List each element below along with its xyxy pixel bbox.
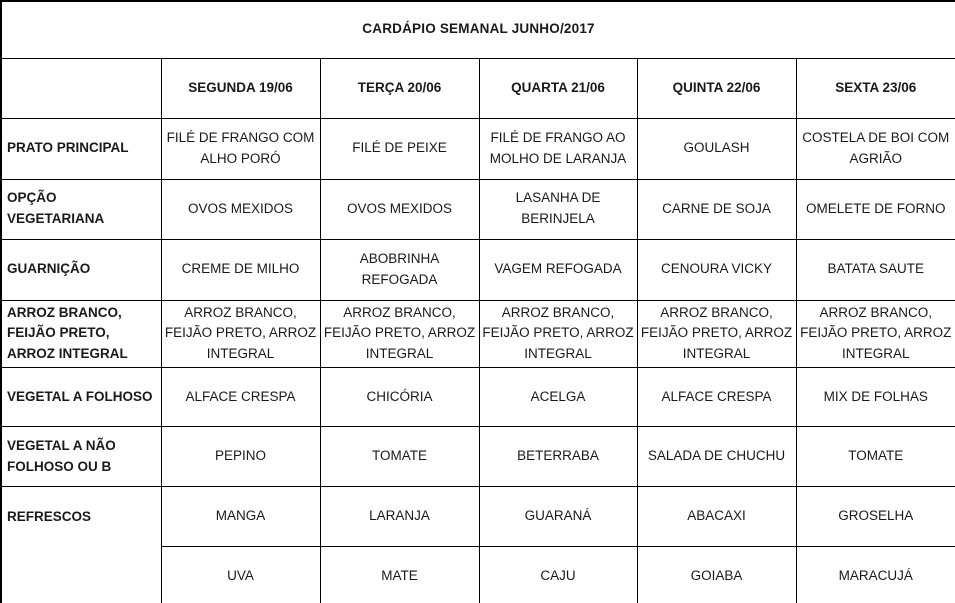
menu-cell: ALFACE CRESPA (161, 368, 320, 427)
menu-cell: ARROZ BRANCO, FEIJÃO PRETO, ARROZ INTEGRAL (320, 300, 479, 368)
row-label: OPÇÃO VEGETARIANA (1, 179, 161, 239)
menu-cell: VAGEM REFOGADA (479, 239, 637, 300)
day-header-terca: TERÇA 20/06 (320, 58, 479, 118)
menu-cell: LASANHA DE BERINJELA (479, 179, 637, 239)
row-label: PRATO PRINCIPAL (1, 118, 161, 179)
menu-cell: PEPINO (161, 427, 320, 487)
menu-cell: ARROZ BRANCO, FEIJÃO PRETO, ARROZ INTEGRAL (479, 300, 637, 368)
menu-cell: BETERRABA (479, 427, 637, 487)
table-title: CARDÁPIO SEMANAL JUNHO/2017 (1, 1, 955, 58)
menu-cell: FILÉ DE PEIXE (320, 118, 479, 179)
menu-cell: CREME DE MILHO (161, 239, 320, 300)
menu-cell: COSTELA DE BOI COM AGRIÃO (796, 118, 955, 179)
menu-cell: OMELETE DE FORNO (796, 179, 955, 239)
menu-cell: GOULASH (637, 118, 796, 179)
day-header-quarta: QUARTA 21/06 (479, 58, 637, 118)
row-prato-principal (1, 118, 955, 179)
menu-cell: SALADA DE CHUCHU (637, 427, 796, 487)
row-arroz-feijao (1, 300, 955, 368)
row-vegetal-nao-folhoso (1, 427, 955, 487)
menu-cell: ALFACE CRESPA (637, 368, 796, 427)
menu-cell: TOMATE (796, 427, 955, 487)
menu-cell: LARANJA (320, 487, 479, 547)
row-guarnicao (1, 239, 955, 300)
corner-empty-cell (1, 58, 161, 118)
menu-cell: ARROZ BRANCO, FEIJÃO PRETO, ARROZ INTEGRAL (796, 300, 955, 368)
menu-cell: CHICÓRIA (320, 368, 479, 427)
menu-cell: CENOURA VICKY (637, 239, 796, 300)
menu-cell: MANGA (161, 487, 320, 547)
menu-cell: ACELGA (479, 368, 637, 427)
row-label: GUARNIÇÃO (1, 239, 161, 300)
day-header-sexta: SEXTA 23/06 (796, 58, 955, 118)
menu-cell: ARROZ BRANCO, FEIJÃO PRETO, ARROZ INTEGRAL (637, 300, 796, 368)
menu-cell: ABACAXI (637, 487, 796, 547)
menu-cell: OVOS MEXIDOS (161, 179, 320, 239)
title-row (1, 1, 955, 58)
menu-cell: ARROZ BRANCO, FEIJÃO PRETO, ARROZ INTEGRAL (161, 300, 320, 368)
row-label: ARROZ BRANCO, FEIJÃO PRETO, ARROZ INTEGRAL (1, 300, 161, 368)
menu-cell: GROSELHA (796, 487, 955, 547)
row-label: VEGETAL A NÃO FOLHOSO OU B (1, 427, 161, 487)
row-label: REFRESCOS (1, 487, 161, 603)
row-label: VEGETAL A FOLHOSO (1, 368, 161, 427)
menu-cell: UVA (161, 547, 320, 603)
menu-cell: TOMATE (320, 427, 479, 487)
menu-cell: ABOBRINHA REFOGADA (320, 239, 479, 300)
menu-cell: OVOS MEXIDOS (320, 179, 479, 239)
header-row (1, 58, 955, 118)
row-opcao-vegetariana (1, 179, 955, 239)
menu-cell: MIX DE FOLHAS (796, 368, 955, 427)
menu-cell: MARACUJÁ (796, 547, 955, 603)
menu-cell: BATATA SAUTE (796, 239, 955, 300)
menu-cell: GOIABA (637, 547, 796, 603)
day-header-segunda: SEGUNDA 19/06 (161, 58, 320, 118)
day-header-quinta: QUINTA 22/06 (637, 58, 796, 118)
menu-cell: GUARANÁ (479, 487, 637, 547)
row-vegetal-folhoso (1, 368, 955, 427)
menu-cell: MATE (320, 547, 479, 603)
row-refrescos-1 (1, 487, 955, 547)
menu-cell: FILÉ DE FRANGO AO MOLHO DE LARANJA (479, 118, 637, 179)
menu-cell: CAJU (479, 547, 637, 603)
menu-cell: FILÉ DE FRANGO COM ALHO PORÓ (161, 118, 320, 179)
menu-cell: CARNE DE SOJA (637, 179, 796, 239)
